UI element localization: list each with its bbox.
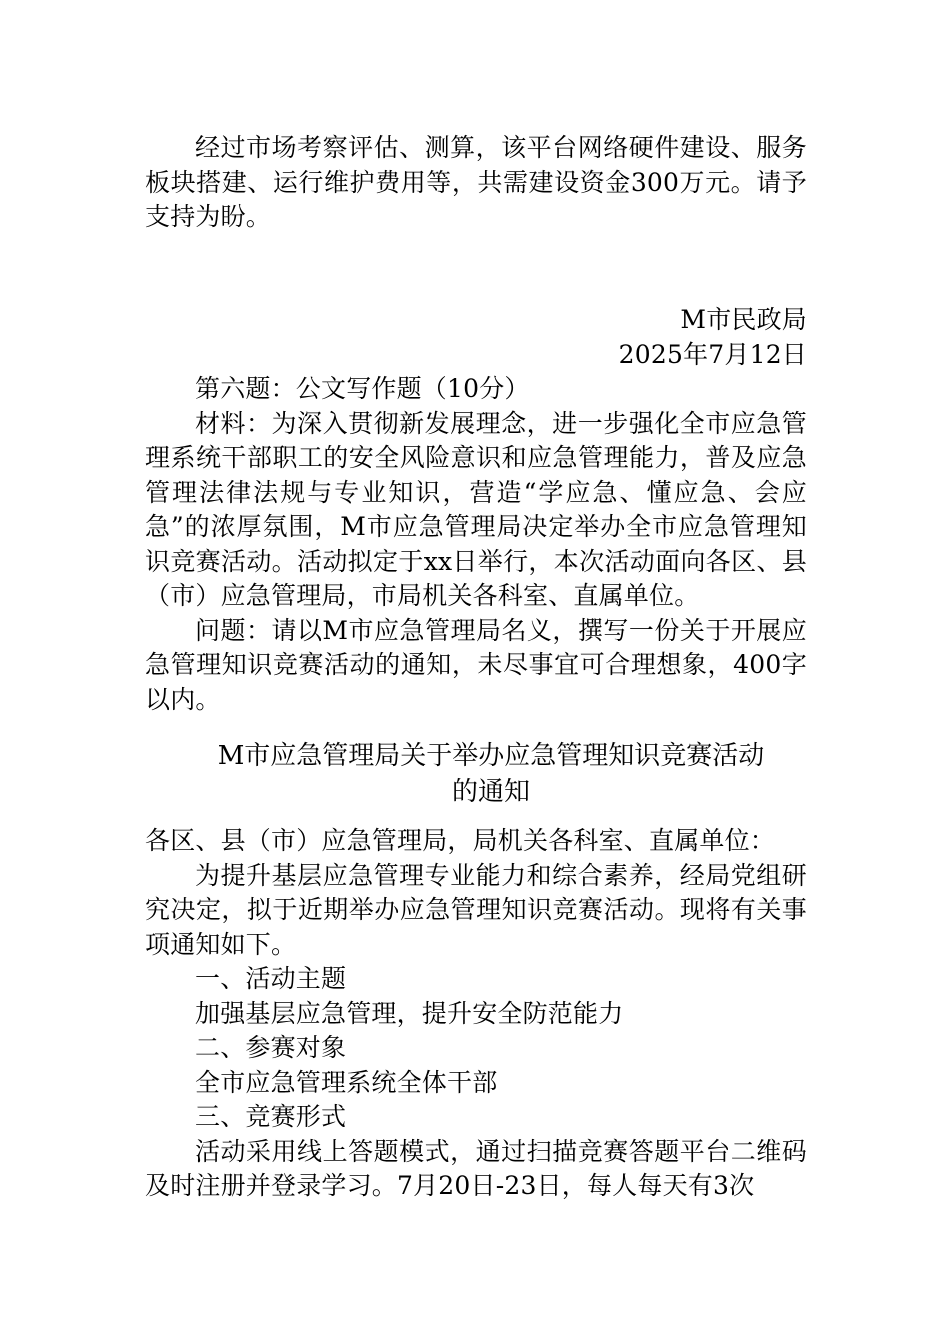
section-heading: 三、竞赛形式 <box>195 1102 347 1131</box>
previous-request-block <box>145 131 807 235</box>
notice-title-line2: 的通知 <box>451 777 530 807</box>
section-body: 全市应急管理系统全体干部 <box>195 1067 498 1097</box>
question-paragraph: 问题：请以M市应急管理局名义，撰写一份关于开展应急管理知识竞赛活动的通知，未尽事宜可合理想象，400字以内。 <box>145 615 807 714</box>
notice-title-line1: M市应急管理局关于举办应急管理知识竞赛活动 <box>217 741 765 771</box>
material-paragraph: 材料：为深入贯彻新发展理念，进一步强化全市应急管理系统干部职工的安全风险意识和应急管理能力，普及应急管理法律法规与专业知识，营造“学应急、懂应急、会应急”的浓厚氛围，M市应急管理局决定举办全市应急管理知识竞赛活动。活动拟定于xx日举行，本次活动面向各区、县（市）应急管理局，市局机关各科室、直属单位。 <box>145 408 807 610</box>
question-block <box>145 372 807 717</box>
notice-intro: 为提升基层应急管理专业能力和综合素养，经局党组研究决定，拟于近期举办应急管理知识竞赛活动。现将有关事项通知如下。 <box>145 860 807 959</box>
notice-title <box>145 738 807 810</box>
sender-name: M市民政局 <box>680 305 807 334</box>
request-paragraph: 经过市场考察评估、测算，该平台网络硬件建设、服务板块搭建、运行维护费用等，共需建设资金300万元。请予支持为盼。 <box>145 133 807 231</box>
notice-body <box>145 824 807 1204</box>
section-heading: 一、活动主题 <box>195 964 347 993</box>
section-body: 加强基层应急管理，提升安全防范能力 <box>195 998 624 1028</box>
question-heading: 第六题：公文写作题（10分） <box>195 374 530 403</box>
section-body: 活动采用线上答题模式，通过扫描竞赛答题平台二维码及时注册并登录学习。7月20日-23日，每人每天有3次 <box>145 1136 807 1200</box>
sign-date: 2025年7月12日 <box>618 339 807 369</box>
signature-block <box>145 303 807 372</box>
notice-addressee: 各区、县（市）应急管理局，局机关各科室、直属单位： <box>145 826 776 855</box>
section-heading: 二、参赛对象 <box>195 1033 347 1062</box>
